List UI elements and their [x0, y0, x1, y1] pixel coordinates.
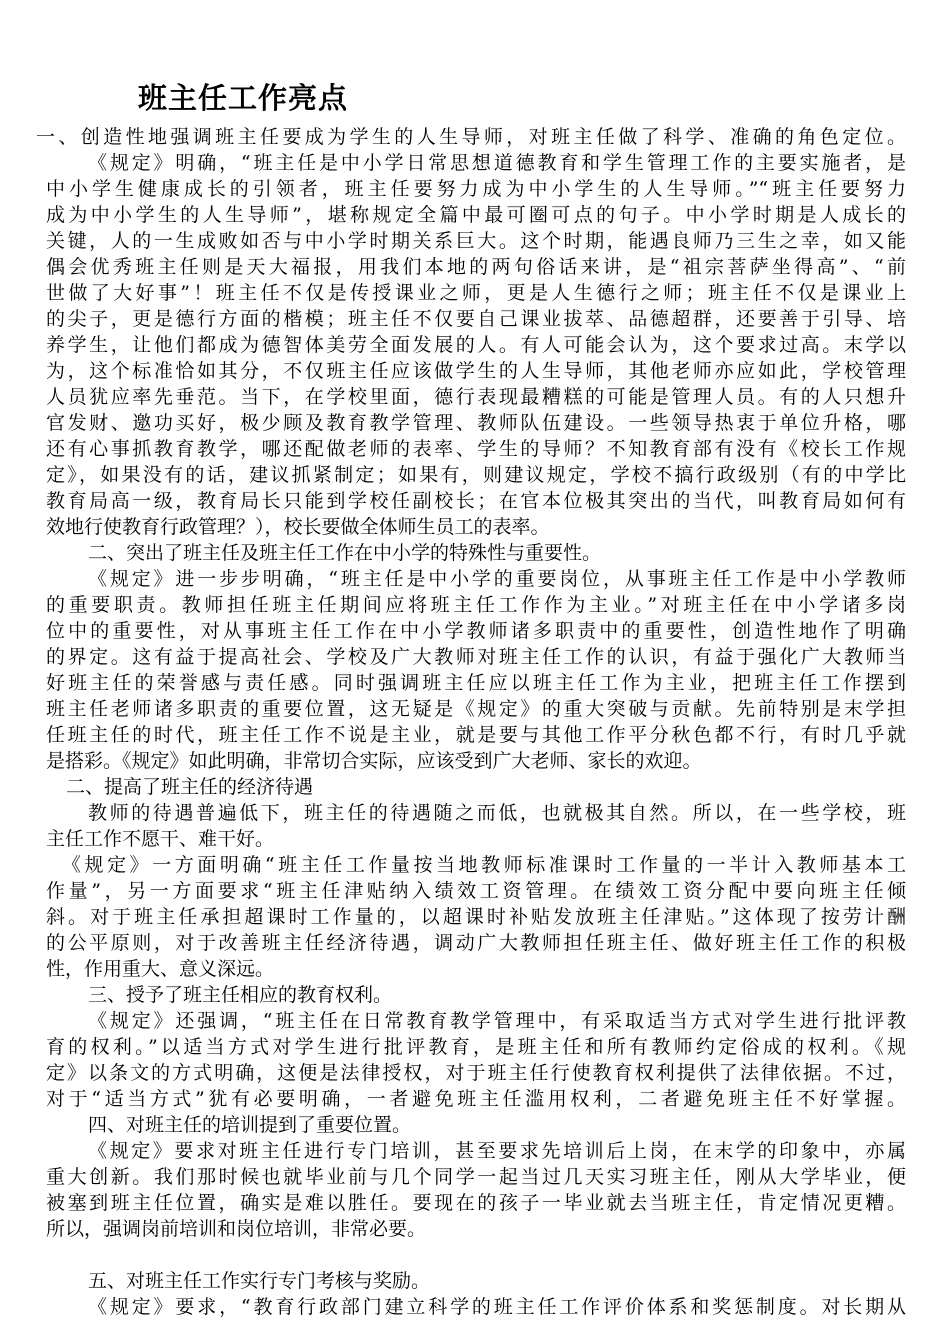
- text-line: 主任工作不愿干、难干好。: [46, 828, 275, 850]
- text-line: 《规定》进一步步明确，“班主任是中小学的重要岗位，从事班主任工作是中小学教师: [88, 568, 906, 590]
- text-line: 作量”，另一方面要求“班主任津贴纳入绩效工资管理。在绩效工资分配中要向班主任倾: [46, 880, 906, 902]
- text-line: 二、突出了班主任及班主任工作在中小学的特殊性与重要性。: [88, 542, 602, 564]
- text-line: 重大创新。我们那时候也就毕业前与几个同学一起当过几天实习班主任，刚从大学毕业，便: [46, 1166, 906, 1188]
- text-line: 是搭彩。《规定》如此明确，非常切合实际，应该受到广大老师、家长的欢迎。: [46, 750, 702, 772]
- text-line: 的重要职责。教师担任班主任期间应将班主任工作作为主业。”对班主任在中小学诸多岗: [46, 594, 906, 616]
- text-line: 《规定》要求，“教育行政部门建立科学的班主任工作评价体系和奖惩制度。对长期从: [88, 1296, 906, 1318]
- text-line: 对于“适当方式”犹有必要明确，一者避免班主任滥用权利，二者避免班主任不好掌握。: [46, 1088, 906, 1110]
- text-line: 官发财、邀功买好，极少顾及教育教学管理、教师队伍建设。一些领导热衷于单位升格，哪: [46, 412, 906, 434]
- text-line: 四、对班主任的培训提到了重要位置。: [88, 1114, 412, 1136]
- text-line: 位中的重要性，对从事班主任工作在中小学教师诸多职责中的重要性，创造性地作了明确: [46, 620, 906, 642]
- text-line: 《规定》一方面明确“班主任工作量按当地教师标准课时工作量的一半计入教师基本工: [62, 854, 906, 876]
- text-line: 任班主任的时代，班主任工作不说是主业，就是要与其他工作平分秋色都不行，有时几乎就: [46, 724, 906, 746]
- text-line: 《规定》还强调，“班主任在日常教育教学管理中，有采取适当方式对学生进行批评教: [88, 1010, 906, 1032]
- text-line: 的尖子，更是德行方面的楷模；班主任不仅要自己课业拔萃、品德超群，还要善于引导、培: [46, 308, 906, 330]
- text-line: 世做了大好事”！班主任不仅是传授课业之师，更是人生德行之师；班主任不仅是课业上: [46, 282, 906, 304]
- text-line: 的界定。这有益于提高社会、学校及广大教师对班主任工作的认识，有益于强化广大教师当: [46, 646, 906, 668]
- text-line: 三、授予了班主任相应的教育权利。: [88, 984, 393, 1006]
- text-line: 为，这个标准恰如其分，不仅班主任应该做学生的人生导师，其他老师亦应如此，学校管理: [46, 360, 906, 382]
- text-line: 中小学生健康成长的引领者，班主任要努力成为中小学生的人生导师。”“班主任要努力: [46, 178, 906, 200]
- text-line: 养学生，让他们都成为德智体美劳全面发展的人。有人可能会认为，这个要求过高。末学以: [46, 334, 906, 356]
- text-line: 还有心事抓教育教学，哪还配做老师的表率、学生的导师？不知教育部有没有《校长工作规: [46, 438, 906, 460]
- text-line: 育的权利。”以适当方式对学生进行批评教育，是班主任和所有教师约定俗成的权利。《规: [46, 1036, 906, 1058]
- text-line: 偶会优秀班主任则是天大福报，用我们本地的两句俗话来讲，是“祖宗菩萨坐得高”、“前: [46, 256, 906, 278]
- text-line: 关键，人的一生成败如否与中小学时期关系巨大。这个时期，能遇良师乃三生之幸，如又能: [46, 230, 906, 252]
- text-line: 教师的待遇普遍低下，班主任的待遇随之而低，也就极其自然。所以，在一些学校，班: [88, 802, 906, 824]
- text-line: 被塞到班主任位置，确实是难以胜任。要现在的孩子一毕业就去当班主任，肯定情况更糟。: [46, 1192, 906, 1214]
- text-line: 定》，如果没有的话，建议抓紧制定；如果有，则建议规定，学校不搞行政级别（有的中学比: [46, 464, 906, 486]
- text-line: 性，作用重大、意义深远。: [46, 958, 275, 980]
- text-line: 好班主任的荣誉感与责任感。同时强调班主任应以班主任工作为主业，把班主任工作摆到: [46, 672, 906, 694]
- text-line: 二、提高了班主任的经济待遇: [66, 776, 314, 798]
- text-line: 斜。对于班主任承担超课时工作量的，以超课时补贴发放班主任津贴。”这体现了按劳计酬: [46, 906, 906, 928]
- text-line: 效地行使教育行政管理？），校长要做全体师生员工的表率。: [46, 516, 550, 538]
- text-line: 教育局高一级，教育局长只能到学校任副校长；在官本位极其突出的当代，叫教育局如何有: [46, 490, 906, 512]
- text-line: 定》以条文的方式明确，这便是法律授权，对于班主任行使教育权利提供了法律依据。不过，: [46, 1062, 906, 1084]
- text-line: 的公平原则，对于改善班主任经济待遇，调动广大教师担任班主任、做好班主任工作的积极: [46, 932, 906, 954]
- text-line: 人员犹应率先垂范。当下，在学校里面，德行表现最糟糕的可能是管理人员。有的人只想升: [46, 386, 906, 408]
- text-line: 五、对班主任工作实行专门考核与奖励。: [88, 1270, 431, 1292]
- text-line: 《规定》要求对班主任进行专门培训，甚至要求先培训后上岗，在末学的印象中，亦属: [88, 1140, 906, 1162]
- document-title: 班主任工作亮点: [138, 81, 349, 115]
- text-line: 班主任老师诸多职责的重要位置，这无疑是《规定》的重大突破与贡献。先前特别是末学担: [46, 698, 906, 720]
- text-line: 所以，强调岗前培训和岗位培训，非常必要。: [46, 1218, 427, 1240]
- text-line: 一、创造性地强调班主任要成为学生的人生导师，对班主任做了科学、准确的角色定位。: [36, 126, 906, 148]
- text-line: 成为中小学生的人生导师”，堪称规定全篇中最可圈可点的句子。中小学时期是人成长的: [46, 204, 906, 226]
- text-line: 《规定》明确，“班主任是中小学日常思想道德教育和学生管理工作的主要实施者，是: [88, 152, 906, 174]
